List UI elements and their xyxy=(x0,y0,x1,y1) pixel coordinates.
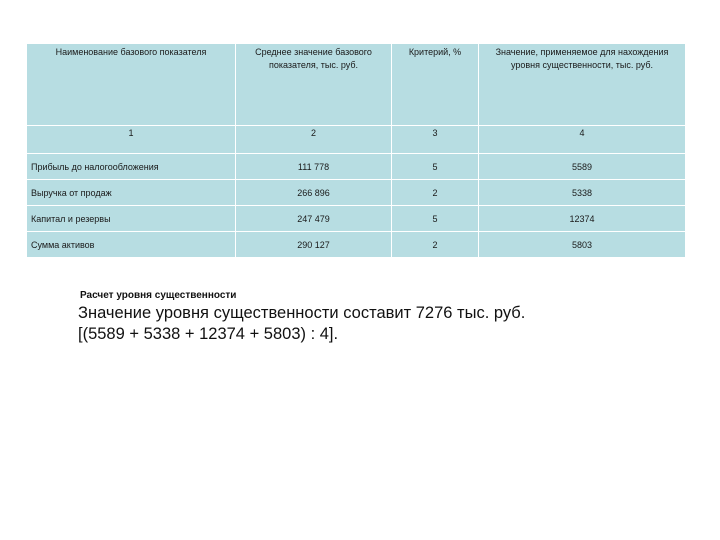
row-indicator-name: Прибыль до налогообложения xyxy=(27,154,236,180)
table-row xyxy=(27,232,686,258)
materiality-table xyxy=(26,43,686,258)
header-criterion: Критерий, % xyxy=(392,44,479,126)
table-header-row xyxy=(27,44,686,126)
section-caption: Расчет уровня существенности xyxy=(80,290,237,301)
row-average-value: 290 127 xyxy=(236,232,392,258)
row-indicator-name: Выручка от продаж xyxy=(27,180,236,206)
row-applied-value: 12374 xyxy=(479,206,686,232)
row-applied-value: 5589 xyxy=(479,154,686,180)
row-average-value: 247 479 xyxy=(236,206,392,232)
row-criterion: 5 xyxy=(392,206,479,232)
column-number: 2 xyxy=(236,126,392,154)
header-average-value: Среднее значение базового показателя, тыс. руб. xyxy=(236,44,392,126)
result-formula: [(5589 + 5338 + 12374 + 5803) : 4]. xyxy=(78,325,339,343)
header-indicator-name: Наименование базового показателя xyxy=(27,44,236,126)
row-indicator-name: Сумма активов xyxy=(27,232,236,258)
table-row xyxy=(27,180,686,206)
row-average-value: 111 778 xyxy=(236,154,392,180)
row-applied-value: 5338 xyxy=(479,180,686,206)
result-statement: Значение уровня существенности составит 7276 тыс. руб. xyxy=(78,304,526,322)
row-applied-value: 5803 xyxy=(479,232,686,258)
header-applied-value: Значение, применяемое для нахождения уровня существенности, тыс. руб. xyxy=(479,44,686,126)
row-average-value: 266 896 xyxy=(236,180,392,206)
row-criterion: 2 xyxy=(392,180,479,206)
column-number-row xyxy=(27,126,686,154)
materiality-result xyxy=(78,303,678,345)
row-criterion: 2 xyxy=(392,232,479,258)
column-number: 3 xyxy=(392,126,479,154)
table-row xyxy=(27,206,686,232)
row-indicator-name: Капитал и резервы xyxy=(27,206,236,232)
table-row xyxy=(27,154,686,180)
row-criterion: 5 xyxy=(392,154,479,180)
column-number: 1 xyxy=(27,126,236,154)
column-number: 4 xyxy=(479,126,686,154)
